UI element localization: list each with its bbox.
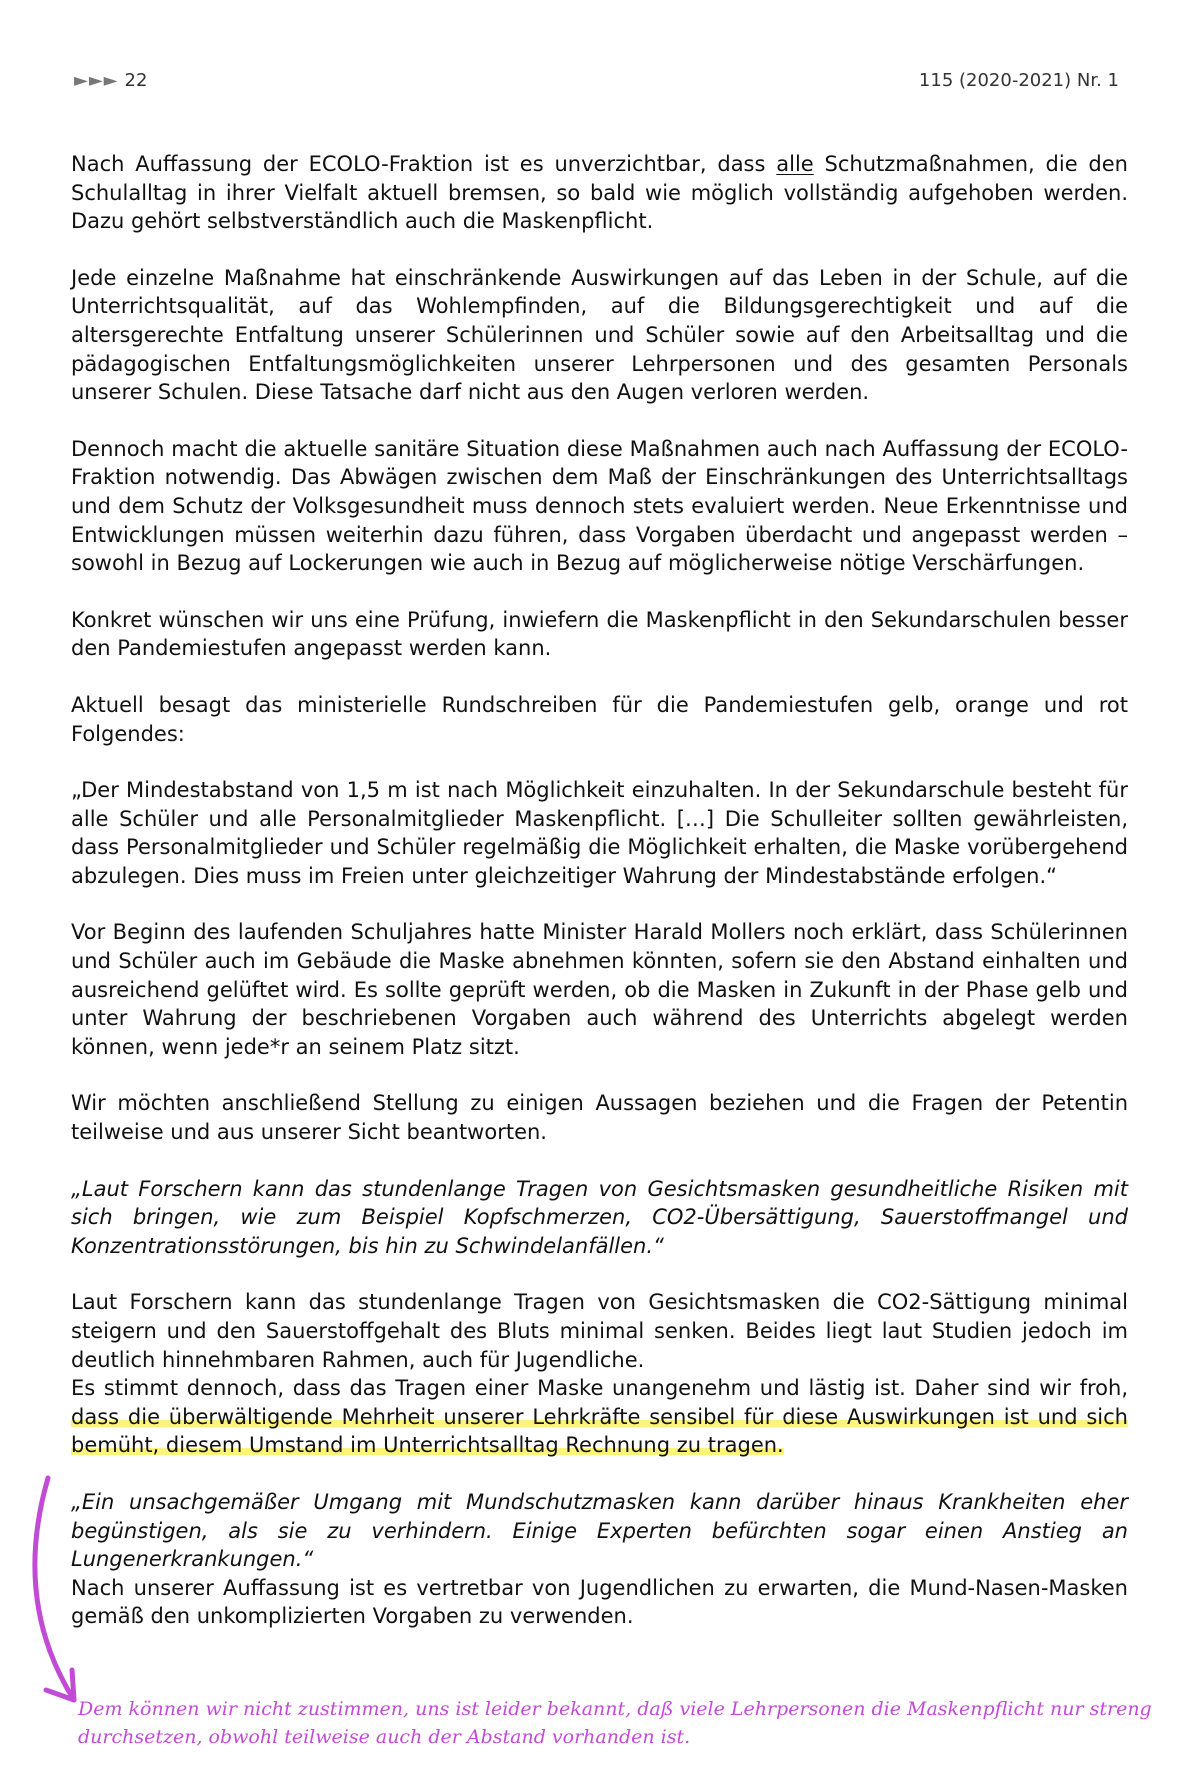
handwritten-annotation: Dem können wir nicht zustimmen, uns ist leider bekannt, daß viele Lehrpersonen die Maskenpflicht nur streng durchsetzen, obwohl teilweise auch der Abstand vorhanden ist. xyxy=(78,1698,1152,1748)
paragraph-3: Dennoch macht die aktuelle sanitäre Situation diese Maßnahmen auch nach Auffassung der ECOLO-Fraktion notwendig. Das Abwägen zwischen dem Maß der Einschränkungen des Unterrichtsalltags und dem Schutz der Volksgesundheit muss dennoch stets evaluiert werden. Neue Erkenntnisse und Entwicklungen müssen weiterhin dazu führen, dass Vorgaben überdacht und angepasst werden – sowohl in Bezug auf Lockerungen wie auch in Bezug auf möglicherweise nötige Verschärfungen. xyxy=(71,436,1128,576)
paragraph-5: Aktuell besagt das ministerielle Rundschreiben für die Pandemiestufen gelb, orange und rot Folgendes: xyxy=(71,692,1128,746)
document-reference: 115 (2020-2021) Nr. 1 xyxy=(918,70,1119,91)
underlined-word: alle xyxy=(776,152,814,176)
paragraph-1 xyxy=(71,150,1128,236)
page-header-left xyxy=(74,70,147,91)
paragraph-13: Nach unserer Auffassung ist es vertretbar von Jugendlichen zu erwarten, die Mund-Nasen-Masken gemäß den unkomplizierten Vorgaben zu verwenden. xyxy=(71,1575,1128,1629)
document-body xyxy=(71,150,1128,1631)
quote-petition-1: „Laut Forschern kann das stundenlange Tragen von Gesichtsmasken gesundheitliche Risiken mit sich bringen, wie zum Beispiel Kopfschmerzen, CO2-Übersättigung, Sauerstoffmangel und Konzentrationsstörungen, bis hin zu Schwindelanfällen.“ xyxy=(71,1176,1128,1258)
paragraph-2: Jede einzelne Maßnahme hat einschränkende Auswirkungen auf das Leben in der Schule, auf die Unterrichtsqualität, auf das Wohlempfinden, auf die Bildungsgerechtigkeit und auf die altersgerechte Entfaltung unserer Schülerinnen und Schüler sowie auf den Arbeitsalltag und die pädagogischen Entfaltungsmöglichkeiten unserer Lehrpersonen und des gesamten Personals unserer Schulen. Diese Tatsache darf nicht aus den Augen verloren werden. xyxy=(71,265,1128,405)
highlighted-passage: dass die überwältigende Mehrheit unserer Lehrkräfte sensibel für diese Auswirkungen ist und sich bemüht, diesem Umstand im Unterrichtsalltag Rechnung zu tragen. xyxy=(71,1404,1128,1458)
page-arrows-icon: ►►► xyxy=(74,70,119,91)
paragraph-11-start: Es stimmt dennoch, dass das Tragen einer Maske unangenehm und lästig ist. Daher sind wir froh, xyxy=(71,1376,1128,1401)
quote-circular: „Der Mindestabstand von 1,5 m ist nach Möglichkeit einzuhalten. In der Sekundarschule besteht für alle Schüler und alle Personalmitglieder Maskenpflicht. […] Die Schulleiter sollten gewährleisten, dass Personalmitglieder und Schüler regelmäßig die Möglichkeit erhalten, die Maske vorübergehend abzulegen. Dies muss im Freien unter gleichzeitiger Wahrung der Mindestabstände erfolgen.“ xyxy=(71,778,1128,888)
paragraph-4: Konkret wünschen wir uns eine Prüfung, inwiefern die Maskenpflicht in den Sekundarschulen besser den Pandemiestufen angepasst werden kann. xyxy=(71,607,1128,661)
quote-petition-2: „Ein unsachgemäßer Umgang mit Mundschutzmasken kann darüber hinaus Krankheiten eher begünstigen, als sie zu verhindern. Einige Experten befürchten sogar einen Anstieg an Lungenerkrankungen.“ xyxy=(71,1489,1128,1572)
paragraph-1-end: Schutzmaßnahmen, die den Schulalltag in ihrer Vielfalt aktuell bremsen, so bald wie möglich vollständig aufgehoben werden. Dazu gehört selbstverständlich auch die Maskenpflicht. xyxy=(71,152,1128,234)
paragraph-8: Wir möchten anschließend Stellung zu einigen Aussagen beziehen und die Fragen der Petentin teilweise und aus unserer Sicht beantworten. xyxy=(71,1091,1128,1145)
page-number: 22 xyxy=(124,70,148,91)
paragraph-1-start: Nach Auffassung der ECOLO-Fraktion ist es unverzichtbar, dass xyxy=(71,152,777,176)
paragraph-11 xyxy=(71,1374,1128,1460)
paragraph-7: Vor Beginn des laufenden Schuljahres hatte Minister Harald Mollers noch erklärt, dass Schülerinnen und Schüler auch im Gebäude die Maske abnehmen könnten, sofern sie den Abstand einhalten und ausreichend gelüftet wird. Es sollte geprüft werden, ob die Masken in Zukunft in der Phase gelb und unter Wahrung der beschriebenen Vorgaben auch während des Unterrichts abgelegt werden können, wenn jede*r an seinem Platz sitzt. xyxy=(71,920,1128,1059)
paragraph-10: Laut Forschern kann das stundenlange Tragen von Gesichtsmasken die CO2-Sättigung minimal steigern und den Sauerstoffgehalt des Bluts minimal senken. Beides liegt laut Studien jedoch im deutlich hinnehmbaren Rahmen, auch für Jugendliche. xyxy=(71,1290,1128,1372)
